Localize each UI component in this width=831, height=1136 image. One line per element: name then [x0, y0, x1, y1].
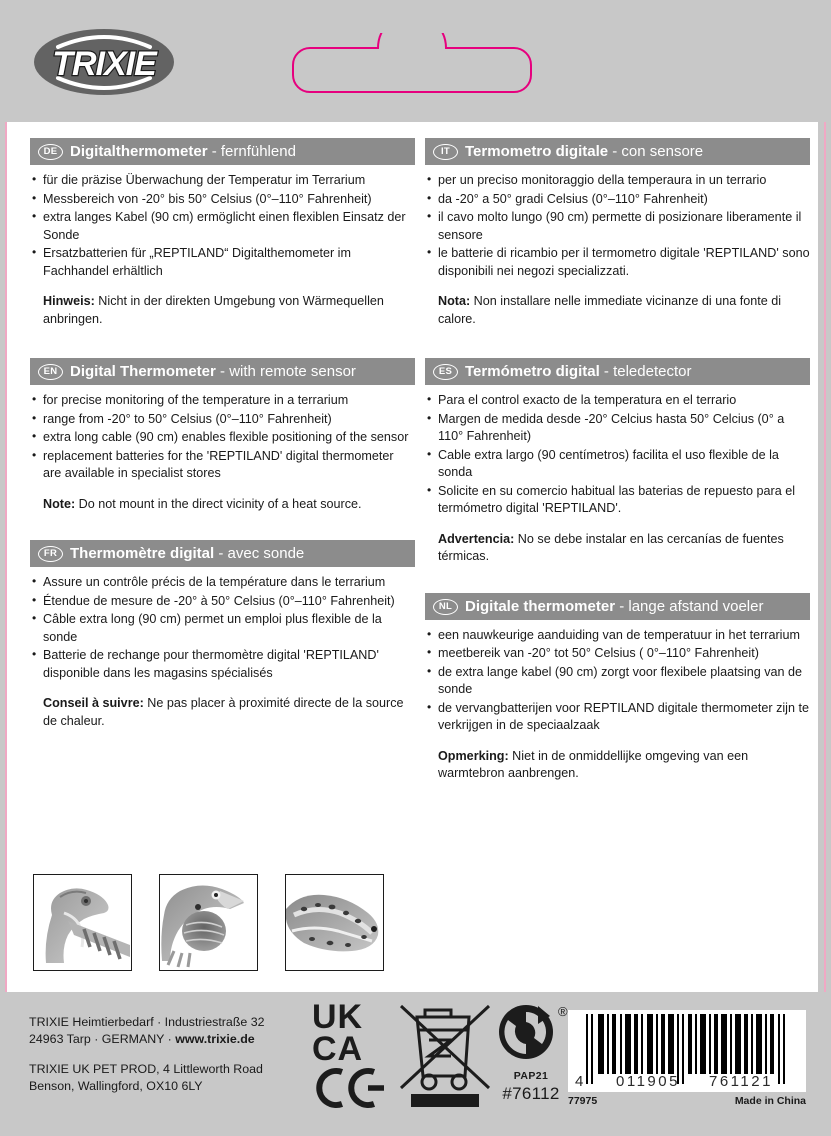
note-text-nl: Niet in de onmiddellijke omgeving van een warmtebron aanbrengen. [438, 748, 749, 780]
recycling-mark-group [492, 1002, 570, 1114]
language-header-it [425, 138, 810, 165]
list-item: • Étendue de mesure de -20° à 50° Celsius (0°–110° Fahrenheit) [30, 593, 415, 611]
weee-crossed-out-bin-icon [393, 1000, 503, 1112]
list-item: • meetbereik van -20° tot 50° Celsius ( 0°–110° Fahrenheit) [425, 645, 810, 663]
list-item: • Margen de medida desde -20° Celcius hasta 50° Celcius (0° a 110° Fahrenheit) [425, 411, 810, 446]
list-item: • Para el control exacto de la temperatura en el terrario [425, 392, 810, 410]
feature-list-de [30, 172, 415, 280]
header-band [0, 0, 831, 122]
origin-label: Made in China [734, 1095, 806, 1107]
list-item: • für die präzise Überwachung der Temperatur im Terrarium [30, 172, 415, 190]
barcode-area [568, 1010, 806, 1115]
address-line-2: 24963 Tarp · GERMANY · www.trixie.de [29, 1032, 255, 1046]
note-fr [30, 695, 415, 730]
resy-recycling-icon [492, 1002, 570, 1064]
barcode-digit-right: 761121 [709, 1073, 773, 1090]
water-dragon-lizard-photo [33, 874, 132, 971]
list-item: • range from -20° to 50° Celsius (0°–110° Fahrenheit) [30, 411, 415, 429]
list-item: • extra langes Kabel (90 cm) ermöglicht einen flexiblen Einsatz der Sonde [30, 209, 415, 244]
language-header-nl [425, 593, 810, 620]
list-item: • Solicite en su comercio habitual las baterias de repuesto para el termómetro digital 'REPTILAND'. [425, 483, 810, 518]
feature-list-en [30, 392, 415, 483]
list-item: • Batterie de rechange pour thermomètre digital 'REPTILAND' disponible dans les magasins spécialisés [30, 647, 415, 682]
language-subtitle-nl: - lange afstand voeler [615, 597, 764, 615]
language-code-badge-de: DE [38, 144, 63, 160]
content-panel [7, 122, 818, 992]
list-item: • le batterie di ricambio per il termometro digitale 'REPTILAND' sono disponibili nei negozi specializzati. [425, 245, 810, 280]
note-text-it: Non installare nelle immediate vicinanze di una fonte di calore. [438, 294, 782, 326]
note-text-fr: Ne pas placer à proximité directe de la source de chaleur. [43, 696, 404, 728]
note-text-de: Nicht in der direkten Umgebung von Wärmequellen anbringen. [43, 294, 384, 326]
note-it [425, 293, 810, 328]
reptile-photo-strip [33, 874, 384, 971]
language-subtitle-fr: - avec sonde [214, 545, 305, 562]
list-item: • Cable extra largo (90 centímetros) facilita el uso flexible de la sonda [425, 447, 810, 482]
feature-list-es [425, 392, 810, 518]
footer-band [0, 992, 831, 1136]
feature-list-it [425, 172, 810, 280]
language-block-es [425, 358, 810, 566]
language-title-en: Digital Thermometer - with remote sensor [70, 363, 356, 380]
right-language-column [425, 138, 810, 785]
language-header-de [30, 138, 415, 165]
note-text-es: No se debe instalar en las cercanías de fuentes térmicas. [438, 531, 784, 563]
language-header-en [30, 358, 415, 385]
pap-code-label: PAP21 [513, 1070, 549, 1082]
note-es [425, 531, 810, 566]
language-title-fr: Thermomètre digital - avec sonde [70, 545, 305, 562]
feature-list-nl [425, 627, 810, 735]
list-item: • Ersatzbatterien für „REPTILAND“ Digitalthemometer im Fachhandel erhältlich [30, 245, 415, 280]
barcode-footer [568, 1095, 806, 1115]
list-item: • per un preciso monitoraggio della temperaura in un terrario [425, 172, 810, 190]
list-item: • il cavo molto lungo (90 cm) permette di posizionare liberamente il sensore [425, 209, 810, 244]
list-item: • extra long cable (90 cm) enables flexible positioning of the sensor [30, 429, 415, 447]
language-subtitle-es: - teledetector [599, 363, 692, 380]
list-item: • de extra lange kabel (90 cm) zorgt voor flexibele plaatsing van de sonde [425, 664, 810, 699]
website-url[interactable]: www.trixie.de [175, 1032, 255, 1046]
note-en [30, 496, 415, 514]
note-label-fr: Conseil à suivre: [43, 696, 144, 710]
language-header-es [425, 358, 810, 385]
language-title-de: Digitalthermometer - fernfühlend [70, 143, 296, 160]
list-item: • replacement batteries for the 'REPTILAND' digital thermometer are available in specialist stores [30, 448, 415, 483]
address-line-4: Benson, Wallingford, OX10 6LY [29, 1079, 203, 1093]
language-code-badge-en: EN [38, 364, 63, 380]
list-item: • for precise monitoring of the temperature in a terrarium [30, 392, 415, 410]
feature-list-fr [30, 574, 415, 682]
note-label-it: Nota: [438, 294, 471, 308]
note-nl [425, 748, 810, 783]
note-label-es: Advertencia: [438, 531, 515, 546]
language-code-badge-nl: NL [433, 599, 458, 615]
note-text-en: Do not mount in the direct vicinity of a heat source. [75, 496, 362, 511]
language-title-es: Termómetro digital - teledetector [465, 363, 692, 380]
language-code-badge-it: IT [433, 144, 458, 160]
svg-text:TRIXIE: TRIXIE [52, 45, 156, 83]
manufacturer-address [29, 1014, 265, 1095]
language-subtitle-it: - con sensore [608, 143, 704, 160]
language-block-fr [30, 540, 415, 730]
note-de [30, 293, 415, 328]
article-number: #76112 [502, 1084, 560, 1103]
barcode-digit-first: 4 [575, 1073, 584, 1090]
note-label-en: Note: [43, 496, 76, 511]
language-subtitle-en: - with remote sensor [215, 363, 356, 380]
list-item: • een nauwkeurige aanduiding van de temperatuur in het terrarium [425, 627, 810, 645]
euro-hang-tab-outline [292, 33, 532, 95]
list-item: • de vervangbatterijen voor REPTILAND digitale thermometer zijn te verkrijgen in de speciaalzaak [425, 700, 810, 735]
right-edge-trim-line [824, 0, 826, 1136]
language-block-de [30, 138, 415, 328]
bearded-dragon-photo [285, 874, 384, 971]
language-block-en [30, 358, 415, 513]
left-language-column [30, 138, 415, 732]
list-item: • da -20° a 50° gradi Celsius (0°–110° Fahrenheit) [425, 191, 810, 209]
ce-mark [319, 1071, 384, 1105]
barcode-reference: 77975 [568, 1095, 598, 1107]
language-subtitle-de: - fernfühlend [207, 143, 296, 160]
note-label-nl: Opmerking: [438, 748, 509, 763]
ukca-mark [312, 1000, 363, 1068]
note-label-de: Hinweis: [43, 294, 95, 308]
address-line-1: TRIXIE Heimtierbedarf · Industriestraße 32 [29, 1015, 265, 1029]
list-item: • Assure un contrôle précis de la température dans le terrarium [30, 574, 415, 592]
language-title-nl: Digitale thermometer - lange afstand voeler [465, 597, 764, 615]
list-item: • Câble extra long (90 cm) permet un emploi plus flexible de la sonde [30, 611, 415, 646]
ean13-barcode [568, 1010, 806, 1092]
language-block-it [425, 138, 810, 328]
language-header-fr [30, 540, 415, 567]
address-line-3: TRIXIE UK PET PROD, 4 Littleworth Road [29, 1062, 263, 1076]
svg-text:UK: UK [312, 1000, 364, 1036]
language-block-nl [425, 593, 810, 783]
language-code-badge-es: ES [433, 364, 458, 380]
svg-text:CA: CA [312, 1030, 364, 1068]
barcode-digit-left: 011905 [616, 1073, 680, 1090]
trixie-logo [30, 23, 178, 101]
list-item: • Messbereich von -20° bis 50° Celsius (0°–110° Fahrenheit) [30, 191, 415, 209]
language-title-it: Termometro digitale - con sensore [465, 143, 704, 160]
language-code-badge-fr: FR [38, 546, 63, 562]
anole-lizard-photo [159, 874, 258, 971]
svg-text:®: ® [558, 1004, 568, 1019]
